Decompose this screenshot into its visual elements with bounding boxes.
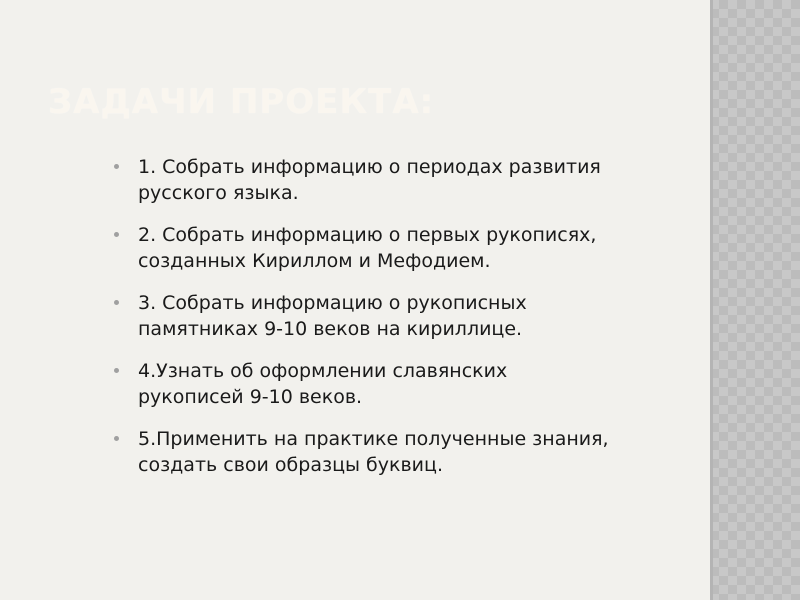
task-list bbox=[114, 154, 710, 494]
bullet-dot-icon bbox=[114, 300, 119, 305]
task-5-line-2: создать свои образцы буквиц. bbox=[138, 454, 443, 476]
decorative-side-band bbox=[710, 0, 800, 600]
task-item-2 bbox=[114, 222, 710, 274]
task-1-line-1: 1. Собрать информацию о периодах развития bbox=[138, 156, 601, 178]
task-item-3 bbox=[114, 290, 710, 342]
bullet-dot-icon bbox=[114, 368, 119, 373]
task-4-line-1: 4.Узнать об оформлении славянских bbox=[138, 360, 508, 382]
task-5-line-1: 5.Применить на практике полученные знания, bbox=[138, 428, 609, 450]
task-1-line-2: русского языка. bbox=[138, 182, 299, 204]
task-3-line-2: памятниках 9-10 веков на кириллице. bbox=[138, 318, 523, 340]
task-item-4 bbox=[114, 358, 710, 410]
bullet-dot-icon bbox=[114, 436, 119, 441]
task-4-line-2: рукописей 9-10 веков. bbox=[138, 386, 363, 408]
task-3-line-1: 3. Собрать информацию о рукописных bbox=[138, 292, 527, 314]
task-item-1 bbox=[114, 154, 710, 206]
bullet-dot-icon bbox=[114, 164, 119, 169]
slide-title: ЗАДАЧИ ПРОЕКТА: bbox=[48, 82, 435, 122]
bullet-dot-icon bbox=[114, 232, 119, 237]
task-2-line-2: созданных Кириллом и Мефодием. bbox=[138, 250, 491, 272]
task-item-5 bbox=[114, 426, 710, 478]
task-2-line-1: 2. Собрать информацию о первых рукописях, bbox=[138, 224, 597, 246]
